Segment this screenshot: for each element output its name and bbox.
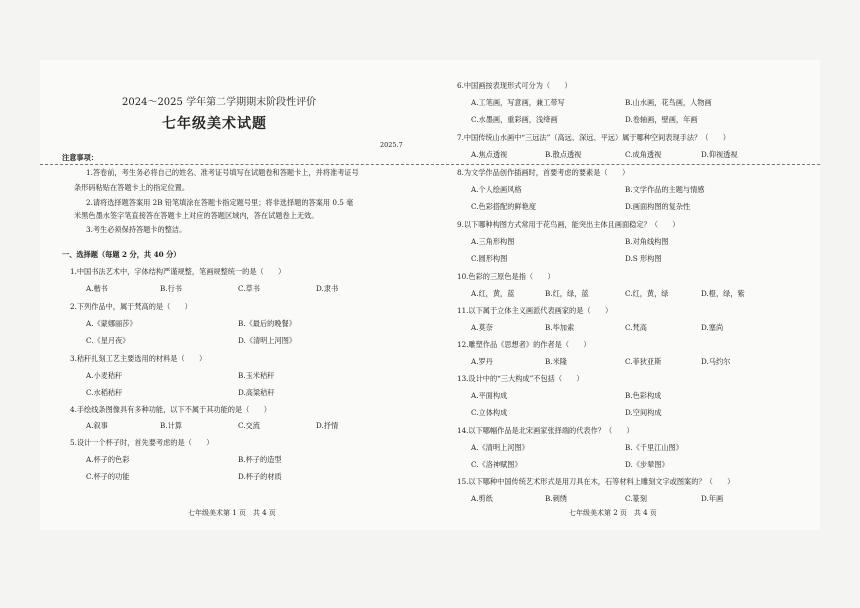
option: C.《洛神赋图》 bbox=[471, 460, 522, 469]
page-1 bbox=[40, 60, 425, 530]
option: A.楷书 bbox=[86, 284, 108, 293]
option: A.叙事 bbox=[86, 421, 108, 430]
question-text: 9.以下哪种构图方式常用于花鸟画，能突出主体且画面稳定？（ ） bbox=[457, 220, 680, 229]
option: A.三角形构图 bbox=[471, 237, 515, 246]
question-text: 15.以下哪种中国传统艺术形式是用刀具在木，石等材料上雕刻文字或图案的？（ ） bbox=[457, 477, 735, 486]
notice-line: 米黑色墨水签字笔直接答在答题卡上对应的答题区域内，答在试题卷上无效。 bbox=[74, 211, 319, 220]
option: B.《最后的晚餐》 bbox=[238, 319, 296, 328]
notice-line: 条形码粘贴在答题卡上的指定位置。 bbox=[74, 183, 190, 192]
option: D.卷轴画，壁画，年画 bbox=[625, 115, 698, 124]
notice-line: 1.答卷前，考生务必将自己的姓名、准考证号填写在试题卷和答题卡上，并将准考证号 bbox=[86, 168, 359, 177]
option: D.隶书 bbox=[316, 284, 339, 293]
exam-header: 2024～2025 学年第二学期期末阶段性评价 bbox=[122, 97, 317, 108]
option: C.水稻秸秆 bbox=[86, 388, 123, 397]
option: D.高粱秸秆 bbox=[238, 388, 275, 397]
option: B.毕加索 bbox=[545, 323, 575, 332]
option: D.空间构成 bbox=[625, 408, 662, 417]
option: D.《步辇图》 bbox=[625, 460, 669, 469]
option: D.年画 bbox=[701, 494, 724, 503]
option: C.梵高 bbox=[625, 323, 647, 332]
option: D.抒情 bbox=[316, 421, 339, 430]
question-text: 14.以下哪幅作品是北宋画家张择端的代表作？（ ） bbox=[457, 426, 634, 435]
option: D.S 形构图 bbox=[625, 254, 662, 263]
question-text: 12.雕塑作品《思想者》的作者是（ ） bbox=[457, 340, 591, 349]
question-text: 7.中国传统山水画中“三远法”（高远、深远、平远）属于哪种空间表现手法？（ ） bbox=[457, 133, 730, 142]
option: B.《千里江山图》 bbox=[625, 443, 683, 452]
option: C.红，黄，绿 bbox=[625, 289, 669, 298]
question-text: 6.中国画按表现形式可分为（ ） bbox=[457, 81, 572, 90]
option: A.莫奈 bbox=[471, 323, 493, 332]
option: B.行书 bbox=[160, 284, 182, 293]
option: B.散点透视 bbox=[545, 150, 582, 159]
option: D.橙，绿，紫 bbox=[701, 289, 745, 298]
option: B.米隆 bbox=[545, 357, 567, 366]
option: C.杯子的功能 bbox=[86, 472, 130, 481]
option: C.篆刻 bbox=[625, 494, 647, 503]
question-text: 2.下列作品中，属于梵高的是（ ） bbox=[70, 302, 192, 311]
fold-line bbox=[40, 164, 820, 165]
exam-sheet bbox=[40, 60, 820, 530]
option: D.仰视透视 bbox=[701, 150, 738, 159]
question-text: 10.色彩的三原色是指（ ） bbox=[457, 272, 555, 281]
option: C.菲狄亚斯 bbox=[625, 357, 662, 366]
option: B.计算 bbox=[160, 421, 182, 430]
section-heading: 一、选择题（每题 2 分，共 40 分） bbox=[62, 250, 181, 259]
option: C.水墨画，重彩画，浅绛画 bbox=[471, 115, 558, 124]
option: B.玉米秸秆 bbox=[238, 371, 275, 380]
option: B.文学作品的主题与情感 bbox=[625, 185, 705, 194]
notice-line: 3.考生必须保持答题卡的整洁。 bbox=[86, 225, 187, 234]
option: A.剪纸 bbox=[471, 494, 493, 503]
page-2 bbox=[435, 60, 820, 530]
option: A.平面构成 bbox=[471, 391, 508, 400]
option: B.山水画，花鸟画，人物画 bbox=[625, 98, 712, 107]
option: C.《星月夜》 bbox=[86, 336, 130, 345]
question-text: 8.为文学作品创作插画时，首要考虑的要素是（ ） bbox=[457, 168, 630, 177]
option: D.画面构图的复杂性 bbox=[625, 202, 691, 211]
option: A.个人绘画风格 bbox=[471, 185, 522, 194]
option: A.罗丹 bbox=[471, 357, 493, 366]
option: C.草书 bbox=[238, 284, 260, 293]
option: C.成角透视 bbox=[625, 150, 662, 159]
option: A.工笔画，写意画，兼工带写 bbox=[471, 98, 565, 107]
option: C.色彩搭配的鲜艳度 bbox=[471, 202, 537, 211]
option: D.杯子的材质 bbox=[238, 472, 282, 481]
notice-line: 2.请将选择题答案用 2B 铅笔填涂在答题卡指定题号里；将非选择题的答案用 0.5 毫 bbox=[86, 198, 354, 207]
option: A.《清明上河图》 bbox=[471, 443, 529, 452]
option: A.小麦秸秆 bbox=[86, 371, 123, 380]
page-footer: 七年级美术第 2 页 共 4 页 bbox=[569, 509, 657, 517]
option: A.焦点透视 bbox=[471, 150, 508, 159]
page-footer: 七年级美术第 1 页 共 4 页 bbox=[188, 509, 276, 517]
option: B.杯子的造型 bbox=[238, 455, 282, 464]
question-text: 1.中国书法艺术中，字体结构严谨规整，笔画规整统一的是（ ） bbox=[70, 267, 286, 276]
page-title: 七年级美术试题 bbox=[162, 116, 267, 132]
option: A.杯子的色彩 bbox=[86, 455, 130, 464]
option: B.刺绣 bbox=[545, 494, 567, 503]
question-text: 4.手绘线条图像具有多种功能，以下不属于其功能的是（ ） bbox=[70, 405, 271, 414]
question-text: 3.秸秆扎刻工艺主要选用的材料是（ ） bbox=[70, 354, 207, 363]
option: B.红，绿，蓝 bbox=[545, 289, 589, 298]
option: C.交流 bbox=[238, 421, 260, 430]
option: A.红，黄，蓝 bbox=[471, 289, 515, 298]
option: B.色彩构成 bbox=[625, 391, 662, 400]
notice-title: 注意事项： bbox=[62, 153, 98, 162]
option: C.立体构成 bbox=[471, 408, 508, 417]
exam-date: 2025.7 bbox=[380, 141, 403, 149]
question-text: 13.设计中的“三大构成”不包括（ ） bbox=[457, 374, 584, 383]
option: D.《清明上河图》 bbox=[238, 336, 297, 345]
question-text: 5.设计一个杯子时，首先要考虑的是（ ） bbox=[70, 438, 214, 447]
option: A.《蒙娜丽莎》 bbox=[86, 319, 137, 328]
option: C.圆形构图 bbox=[471, 254, 508, 263]
option: D.马约尔 bbox=[701, 357, 731, 366]
question-text: 11.以下属于立体主义画派代表画家的是（ ） bbox=[457, 306, 613, 315]
option: D.塞尚 bbox=[701, 323, 724, 332]
option: B.对角线构图 bbox=[625, 237, 669, 246]
